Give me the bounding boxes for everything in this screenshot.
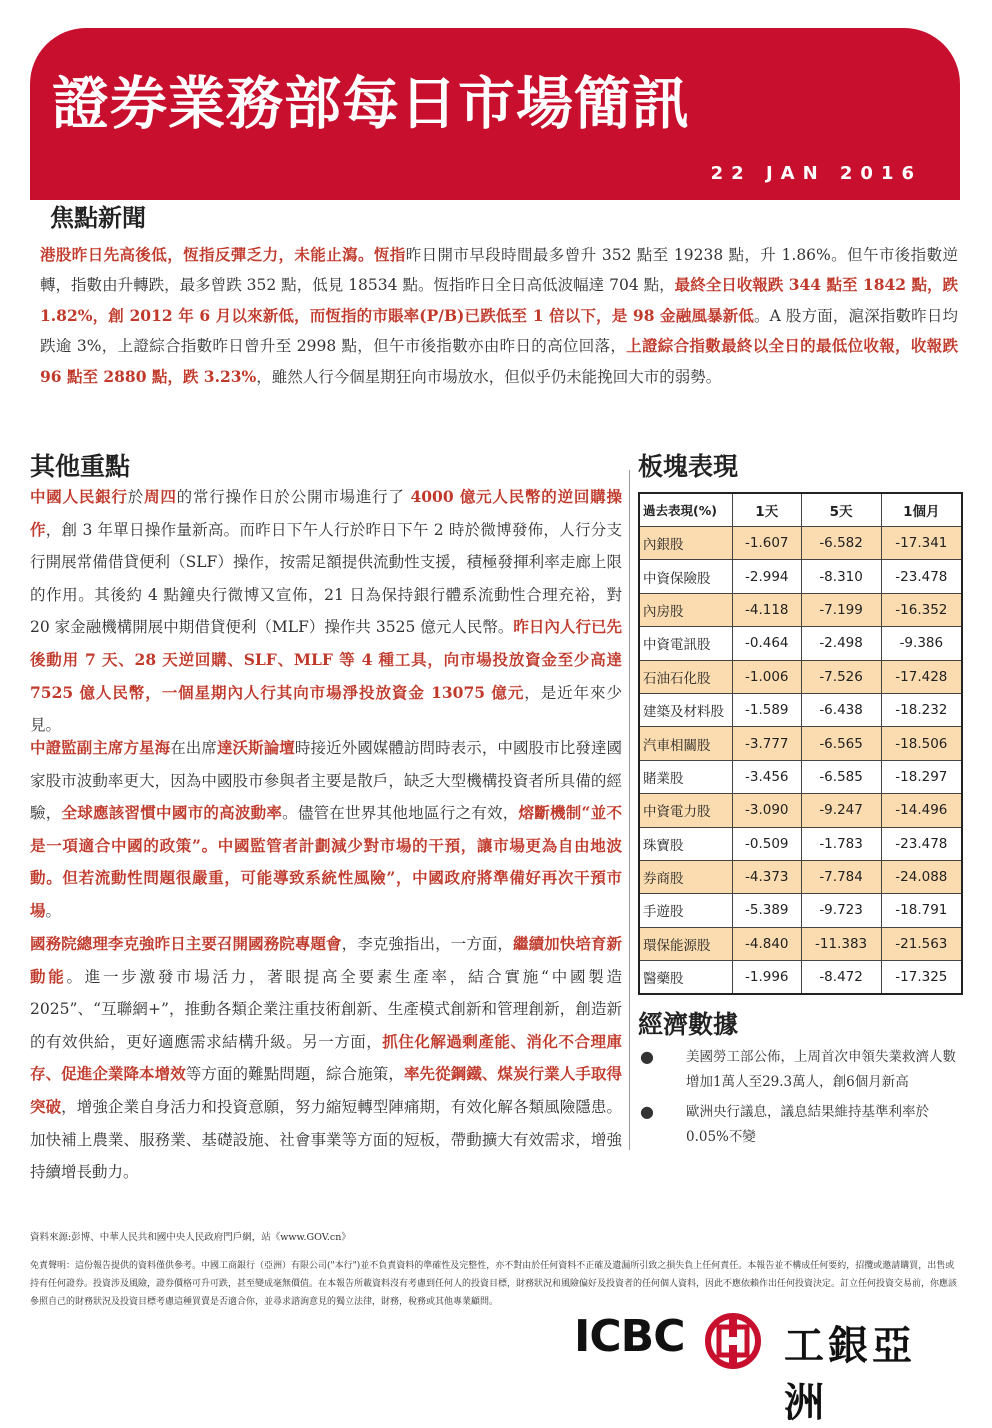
sector-performance-heading: 板塊表現 xyxy=(638,452,739,481)
table-row xyxy=(639,527,962,560)
return-1m-cell: -17.341 xyxy=(881,527,962,560)
sector-name-cell: 建築及材料股 xyxy=(639,693,733,726)
body-text: 。進一步激發市場活力，著眼提高全要素生產率，結合實施“中國製造 2025”、“互聯網+”，推動各類企業注重技術創新、生產模式創新和管理創新，創造新的有效供給，更好適應需求結構升級。另一方面， xyxy=(30,967,622,1051)
return-1m-cell: -18.232 xyxy=(881,693,962,726)
sector-name-cell: 手遊股 xyxy=(639,894,733,927)
focus-news-paragraph xyxy=(40,240,958,392)
body-text: ，創 3 年單日操作量新高。而昨日下午人行於昨日下午 2 時於微博發佈，人行分支行開展常備借貸便利（SLF）操作，按需足額提供流動性支援，積極發揮利率走廊上限的作用。其後約 4 點鐘央行微博又宣佈，21 日為保持銀行體系流動性合理充裕，對 20 家金融機構開展中期借貸便利（MLF）操作共 3525 億元人民幣。 xyxy=(30,520,622,637)
sector-name-cell: 中資電力股 xyxy=(639,794,733,827)
body-text: ，是近年來少見。 xyxy=(30,683,622,735)
return-5d-cell: -8.472 xyxy=(801,961,881,995)
table-row xyxy=(639,760,962,793)
body-text: 等方面的難點問題，綜合施策， xyxy=(185,1065,404,1084)
column-header-1d: 1天 xyxy=(733,493,802,527)
column-header-5d: 5天 xyxy=(801,493,881,527)
return-1m-cell: -14.496 xyxy=(881,794,962,827)
highlight-text: 4000 億元人民幣的逆回購操作 xyxy=(30,487,622,539)
return-1d-cell: -4.840 xyxy=(733,927,802,960)
sector-name-cell: 中資電訊股 xyxy=(639,627,733,660)
return-5d-cell: -6.582 xyxy=(801,527,881,560)
return-1d-cell: -0.464 xyxy=(733,627,802,660)
table-row xyxy=(639,593,962,626)
return-1m-cell: -23.478 xyxy=(881,827,962,860)
sector-name-cell: 石油石化股 xyxy=(639,660,733,693)
body-text: 的常行操作日於公開市場進行了 xyxy=(176,488,411,506)
return-5d-cell: -6.438 xyxy=(801,693,881,726)
table-header-row xyxy=(639,493,962,527)
other-highlights-heading: 其他重點 xyxy=(30,452,131,481)
highlight-text: 中國人民銀行 xyxy=(30,487,128,506)
return-1d-cell: -2.994 xyxy=(733,560,802,593)
return-1m-cell: -21.563 xyxy=(881,927,962,960)
return-5d-cell: -7.199 xyxy=(801,593,881,626)
return-1m-cell: -18.297 xyxy=(881,760,962,793)
return-1d-cell: -1.996 xyxy=(733,961,802,995)
return-1m-cell: -23.478 xyxy=(881,560,962,593)
body-text: 於 xyxy=(127,488,145,506)
sector-name-cell: 賭業股 xyxy=(639,760,733,793)
econ-item-text: 美國勞工部公佈，上周首次申領失業救濟人數增加1萬人至29.3萬人，創6個月新高 xyxy=(686,1049,956,1090)
body-text: 時接近外國媒體訪問時表示，中國股市比發達國家股市波動率更大，因為中國股市參與者主要是散戶，缺乏大型機構投資者所具備的經驗， xyxy=(30,739,622,823)
logo-text-en: ICBC xyxy=(574,1311,685,1362)
bullet-icon: ● xyxy=(640,1047,654,1066)
highlight-text: 上證綜合指數最終以全日的最低位收報，收報跌 96 點至 2880 點，跌 3.23% xyxy=(40,336,958,386)
table-row xyxy=(639,794,962,827)
column-header-sector: 過去表現(%) xyxy=(639,493,733,527)
body-text: 。 xyxy=(45,901,62,920)
sector-name-cell: 券商股 xyxy=(639,860,733,893)
list-item xyxy=(640,1045,962,1094)
economic-data-heading: 經濟數據 xyxy=(638,1010,739,1039)
return-5d-cell: -9.723 xyxy=(801,894,881,927)
table-row xyxy=(639,693,962,726)
icbc-emblem-icon xyxy=(704,1312,762,1370)
sector-performance-table xyxy=(638,492,963,995)
return-1d-cell: -4.373 xyxy=(733,860,802,893)
table-row xyxy=(639,727,962,760)
return-1m-cell: -18.506 xyxy=(881,727,962,760)
return-1d-cell: -0.509 xyxy=(733,827,802,860)
other-paragraph-state-council xyxy=(30,928,622,1189)
table-row xyxy=(639,660,962,693)
sector-name-cell: 醫藥股 xyxy=(639,961,733,995)
column-header-1m: 1個月 xyxy=(881,493,962,527)
highlight-text: 周四 xyxy=(144,487,177,506)
return-1d-cell: -1.589 xyxy=(733,693,802,726)
highlight-text: 昨日內人行已先後動用 7 天、28 天逆回購、SLF、MLF 等 4 種工具，向市場投放資金至少高達 7525 億人民幣，一個星期內人行其向市場淨投放資金 13075 億元 xyxy=(30,617,622,702)
highlight-text: 繼續加快培育新動能 xyxy=(30,934,622,986)
body-text: ，李克強指出，一方面， xyxy=(341,935,513,953)
return-1m-cell: -24.088 xyxy=(881,860,962,893)
highlight-text: 達沃斯論壇 xyxy=(216,738,295,757)
return-1m-cell: -17.325 xyxy=(881,961,962,995)
table-row xyxy=(639,961,962,995)
return-5d-cell: -11.383 xyxy=(801,927,881,960)
return-5d-cell: -7.784 xyxy=(801,860,881,893)
return-1m-cell: -17.428 xyxy=(881,660,962,693)
return-5d-cell: -1.783 xyxy=(801,827,881,860)
sector-name-cell: 中資保險股 xyxy=(639,560,733,593)
highlight-text: 中證監副主席方星海 xyxy=(30,738,171,757)
disclaimer: 免責聲明：這份報告提供的資料僅供參考。中國工商銀行（亞洲）有限公司("本行")並不負責資料的準確性及完整性，亦不對由於任何資料不正確及遺漏所引致之損失負上任何責任。本報告並不構成任何要約，招攬或邀請購買，出售或持有任何證券。投資涉及風險，證券價格可升可跌，甚至變成毫無價值。在本報告所載資料沒有考慮到任何人的投資目標，財務狀況和風險偏好及投資者的任何個人資料，因此不應依賴作出任何投資決定。訂立任何投資交易前，你應該參照自己的財務狀況及投資目標考慮這種買賣是否適合你，並尋求諮詢意見的獨立法律，財務，稅務或其他專業顧問。 xyxy=(30,1261,958,1307)
return-1m-cell: -16.352 xyxy=(881,593,962,626)
highlight-text: 熔斷機制“並不是一項適合中國的政策”。中國監管者計劃減少對市場的干預，讓市場更為自由地波動。但若流動性問題很嚴重，可能導致系統性風險”，中國政府將準備好再次干預市場 xyxy=(30,803,622,920)
page-title: 證券業務部每日市場簡訊 xyxy=(52,71,690,137)
econ-item-text: 歐洲央行議息，議息結果維持基準利率於0.05%不變 xyxy=(686,1104,929,1145)
bullet-icon: ● xyxy=(640,1102,654,1122)
sector-name-cell: 珠寶股 xyxy=(639,827,733,860)
list-item xyxy=(640,1100,962,1149)
return-1d-cell: -3.777 xyxy=(733,727,802,760)
data-source: 資料來源:彭博、中華人民共和國中央人民政府門戶網，站《www.GOV.cn》 xyxy=(30,1232,351,1243)
return-5d-cell: -9.247 xyxy=(801,794,881,827)
body-text: ，雖然人行今個星期狂向市場放水，但似乎仍未能挽回大市的弱勢。 xyxy=(256,367,722,386)
table-row xyxy=(639,927,962,960)
other-paragraph-csrc xyxy=(30,732,622,928)
return-5d-cell: -2.498 xyxy=(801,627,881,660)
focus-news-heading: 焦點新聞 xyxy=(50,204,146,232)
return-1d-cell: -5.389 xyxy=(733,894,802,927)
table-row xyxy=(639,827,962,860)
body-text: 。儘管在世界其他地區行之有效， xyxy=(282,804,519,823)
highlight-text: 最終全日收報跌 344 點至 1842 點，跌 1.82%，創 2012 年 6 月以來新低，而恆指的市賬率(P/B)已跌低至 1 倍以下，是 98 金融風暴新低 xyxy=(40,275,958,325)
highlight-text: 港股昨日先高後低，恆指反彈乏力，未能止瀉。恆指 xyxy=(40,245,406,264)
header-banner xyxy=(30,28,960,200)
logo-text-zh: 工銀亞洲 xyxy=(784,1323,916,1426)
table-row xyxy=(639,627,962,660)
column-divider xyxy=(629,470,630,1150)
highlight-text: 國務院總理李克強昨日主要召開國務院專題會 xyxy=(30,934,342,953)
highlight-text: 率先從鋼鐵、煤炭行業人手取得突破 xyxy=(30,1064,622,1116)
return-5d-cell: -7.526 xyxy=(801,660,881,693)
return-1d-cell: -1.006 xyxy=(733,660,802,693)
sector-table-body xyxy=(639,527,962,995)
body-text: ，增強企業自身活力和投資意願，努力縮短轉型陣痛期，有效化解各類風險隱患。加快補上農業、服務業、基礎設施、社會事業等方面的短板，帶動擴大有效需求，增強持續增長動力。 xyxy=(30,1097,622,1182)
return-1d-cell: -4.118 xyxy=(733,593,802,626)
return-1m-cell: -18.791 xyxy=(881,894,962,927)
return-5d-cell: -8.310 xyxy=(801,560,881,593)
highlight-text: 全球應該習慣中國市的高波動率 xyxy=(61,803,283,823)
table-row xyxy=(639,860,962,893)
sector-name-cell: 環保能源股 xyxy=(639,927,733,960)
return-1d-cell: -3.090 xyxy=(733,794,802,827)
return-1d-cell: -3.456 xyxy=(733,760,802,793)
icbc-logo xyxy=(574,1310,958,1426)
sector-name-cell: 內房股 xyxy=(639,593,733,626)
return-1d-cell: -1.607 xyxy=(733,527,802,560)
return-5d-cell: -6.585 xyxy=(801,760,881,793)
return-1m-cell: -9.386 xyxy=(881,627,962,660)
sector-name-cell: 汽車相關股 xyxy=(639,727,733,760)
other-paragraph-pboc xyxy=(30,481,622,742)
table-row xyxy=(639,560,962,593)
highlight-text: 抓住化解過剩產能、消化不合理庫存、促進企業降本增效 xyxy=(30,1031,622,1084)
report-date: 22 JAN 2016 xyxy=(710,163,922,184)
table-row xyxy=(639,894,962,927)
body-text: 。A 股方面，滬深指數昨日均跌逾 3%，上證綜合指數昨日曾升至 2998 點，但午市後指數亦由昨日的高位回落， xyxy=(40,306,958,356)
sector-name-cell: 內銀股 xyxy=(639,527,733,560)
body-text: 昨日開市早段時間最多曾升 352 點至 19238 點，升 1.86%。但午市後指數逆轉，指數由升轉跌，最多曾跌 352 點，低見 18534 點。恆指昨日全日高低波幅達 704 點， xyxy=(40,246,958,295)
economic-data-list xyxy=(640,1045,962,1155)
body-text: 在出席 xyxy=(170,739,217,757)
return-5d-cell: -6.565 xyxy=(801,727,881,760)
